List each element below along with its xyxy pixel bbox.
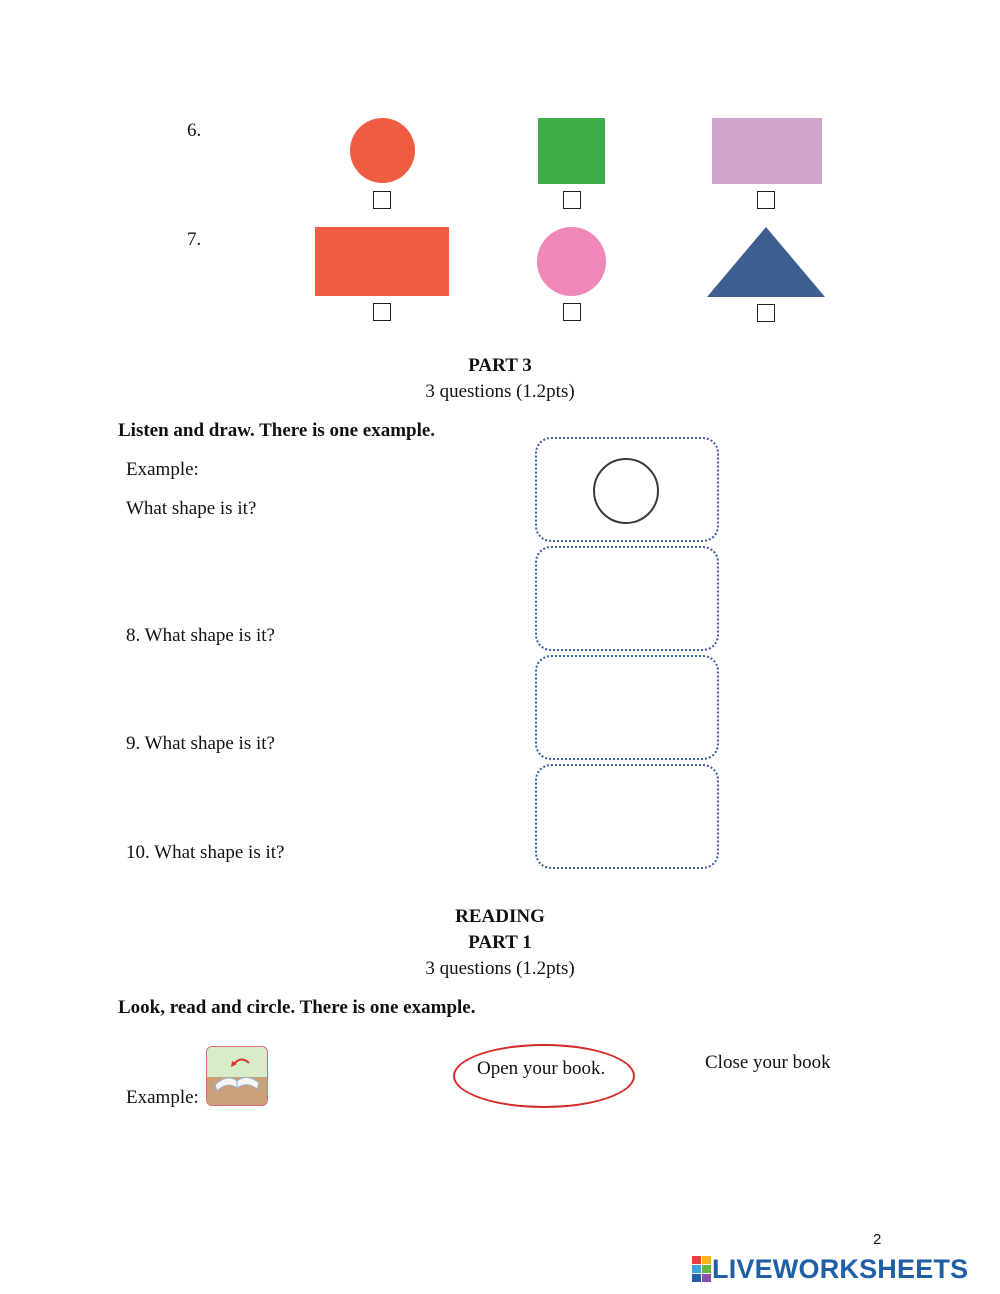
q6-green-square — [538, 118, 605, 184]
question-7-number: 7. — [187, 229, 202, 250]
reading-example-label: Example: — [126, 1087, 199, 1108]
logo-text: LIVEWORKSHEETS — [712, 1253, 969, 1284]
part3-example-label: Example: — [126, 459, 199, 480]
q7-pink-circle — [537, 227, 606, 296]
liveworksheets-logo — [692, 1255, 968, 1283]
part3-example-question: What shape is it? — [126, 498, 257, 519]
question-10-drawing-box[interactable] — [535, 764, 719, 869]
q6-red-circle — [350, 118, 415, 183]
q6-purple-rectangle — [712, 118, 822, 184]
q7-option-3-checkbox[interactable] — [757, 304, 775, 322]
q7-option-2-checkbox[interactable] — [563, 303, 581, 321]
reading-part1-heading: PART 1 — [468, 932, 532, 953]
question-6-number: 6. — [187, 120, 202, 141]
part3-points: 3 questions (1.2pts) — [425, 381, 575, 402]
part3-instruction: Listen and draw. There is one example. — [118, 420, 436, 441]
option-close-your-book[interactable]: Close your book — [705, 1052, 831, 1073]
question-8: 8. What shape is it? — [126, 625, 275, 646]
reading-instruction: Look, read and circle. There is one example. — [118, 997, 476, 1018]
example-drawing-box — [535, 437, 719, 542]
q7-blue-triangle — [706, 226, 826, 298]
reading-section-title: READING — [455, 906, 545, 927]
logo-blocks-icon — [692, 1256, 712, 1282]
question-9: 9. What shape is it? — [126, 733, 275, 754]
option-open-your-book[interactable]: Open your book. — [477, 1058, 606, 1079]
page-number: 2 — [873, 1231, 882, 1248]
example-drawn-circle — [593, 458, 659, 524]
open-book-picture — [206, 1046, 268, 1106]
q6-option-2-checkbox[interactable] — [563, 191, 581, 209]
question-10: 10. What shape is it? — [126, 842, 285, 863]
q7-red-rectangle — [315, 227, 449, 296]
part3-heading: PART 3 — [468, 355, 532, 376]
question-8-drawing-box[interactable] — [535, 546, 719, 651]
q6-option-1-checkbox[interactable] — [373, 191, 391, 209]
open-book-icon — [207, 1047, 267, 1105]
q6-option-3-checkbox[interactable] — [757, 191, 775, 209]
reading-part1-points: 3 questions (1.2pts) — [425, 958, 575, 979]
q7-option-1-checkbox[interactable] — [373, 303, 391, 321]
question-9-drawing-box[interactable] — [535, 655, 719, 760]
